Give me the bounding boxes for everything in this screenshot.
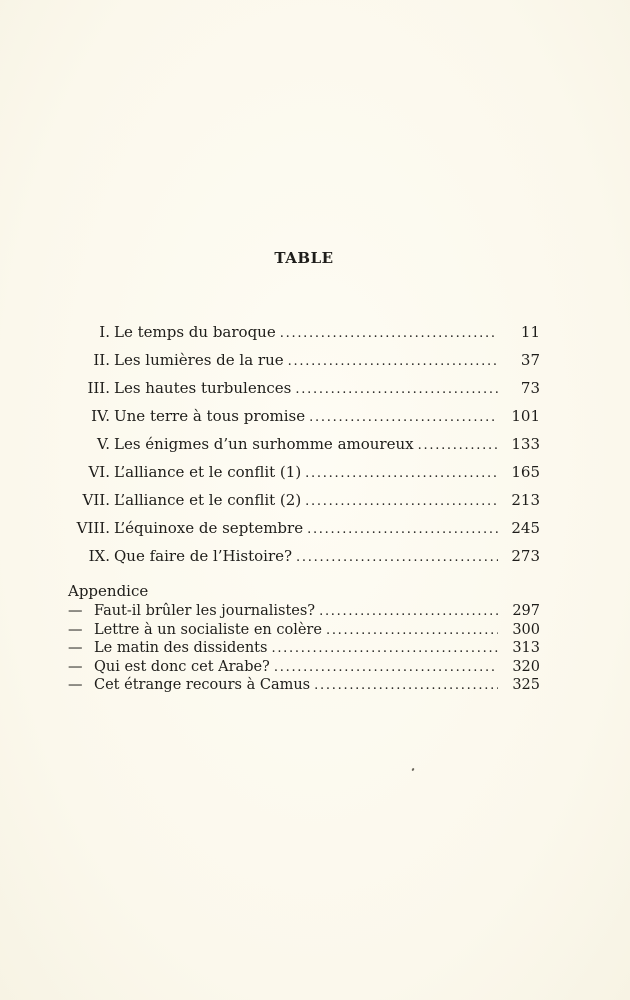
appendix-title: Le matin des dissidents: [94, 640, 268, 656]
chapter-row: [64, 379, 540, 407]
chapter-page-number: 37: [520, 351, 540, 369]
dot-leader: [274, 660, 498, 675]
appendix-row: [68, 659, 540, 678]
chapter-number: II.: [93, 351, 110, 369]
appendix-page-number: 325: [512, 677, 540, 693]
dot-leader: [295, 382, 498, 397]
chapter-row: [64, 463, 540, 491]
chapter-page-number: 133: [511, 435, 540, 453]
appendix-dash: —: [68, 640, 83, 656]
ink-speck: [411, 768, 414, 772]
chapter-page-number: 101: [511, 407, 540, 425]
dot-leader: [305, 494, 498, 509]
chapter-row: [64, 519, 540, 547]
chapter-title: Les hautes turbulences: [114, 379, 292, 397]
chapter-page-number: 245: [511, 519, 540, 537]
chapter-number: VI.: [88, 463, 110, 481]
dot-leader: [271, 641, 498, 656]
chapter-number: IX.: [88, 547, 110, 565]
dot-leader: [288, 354, 498, 369]
chapter-number: V.: [97, 435, 110, 453]
chapter-page-number: 273: [511, 547, 540, 565]
chapter-page-number: 73: [520, 379, 540, 397]
appendix-row: [68, 622, 540, 641]
chapter-title: L’alliance et le conflit (1): [114, 463, 302, 481]
chapter-number: III.: [87, 379, 110, 397]
chapter-title: Une terre à tous promise: [114, 407, 306, 425]
chapter-row: [64, 351, 540, 379]
appendix-title: Qui est donc cet Arabe?: [94, 658, 270, 675]
chapter-page-number: 213: [511, 491, 540, 509]
chapter-list: [64, 323, 540, 575]
dot-leader: [418, 438, 498, 453]
appendix-dash: —: [68, 621, 83, 638]
appendix-dash: —: [68, 658, 83, 675]
dot-leader: [319, 604, 498, 619]
dot-leader: [280, 326, 498, 341]
chapter-title: Le temps du baroque: [114, 323, 276, 341]
dot-leader: [314, 678, 498, 693]
chapter-page-number: 165: [511, 463, 540, 481]
chapter-title: Que faire de l’Histoire?: [114, 547, 293, 565]
chapter-title: L’alliance et le conflit (2): [114, 491, 302, 509]
appendix-row: [68, 677, 540, 696]
chapter-page-number: 11: [520, 323, 540, 341]
appendix-list: [68, 603, 540, 696]
chapter-row: [64, 435, 540, 463]
dot-leader: [326, 623, 498, 638]
chapter-title: L’équinoxe de septembre: [114, 519, 304, 537]
dot-leader: [305, 466, 498, 481]
appendix-heading: Appendice: [68, 582, 149, 600]
dot-leader: [296, 550, 498, 565]
appendix-row: [68, 603, 540, 622]
chapter-number: IV.: [91, 407, 110, 425]
dot-leader: [309, 410, 498, 425]
appendix-row: [68, 640, 540, 659]
dot-leader: [307, 522, 498, 537]
chapter-number: I.: [99, 323, 110, 341]
appendix-dash: —: [68, 677, 83, 693]
appendix-title: Faut-il brûler les journalistes?: [94, 603, 316, 619]
appendix-page-number: 313: [512, 640, 540, 656]
chapter-number: VII.: [82, 491, 110, 509]
page-title: TABLE: [274, 249, 334, 267]
appendix-page-number: 320: [512, 658, 540, 675]
appendix-title: Cet étrange recours à Camus: [94, 677, 311, 693]
chapter-number: VIII.: [76, 519, 110, 537]
chapter-title: Les lumières de la rue: [114, 351, 284, 369]
chapter-row: [64, 547, 540, 575]
appendix-dash: —: [68, 603, 83, 619]
appendix-title: Lettre à un socialiste en colère: [94, 621, 322, 638]
chapter-row: [64, 491, 540, 519]
chapter-row: [64, 323, 540, 351]
appendix-page-number: 300: [512, 621, 540, 638]
chapter-row: [64, 407, 540, 435]
chapter-title: Les énigmes d’un surhomme amoureux: [114, 435, 414, 453]
appendix-page-number: 297: [512, 603, 540, 619]
